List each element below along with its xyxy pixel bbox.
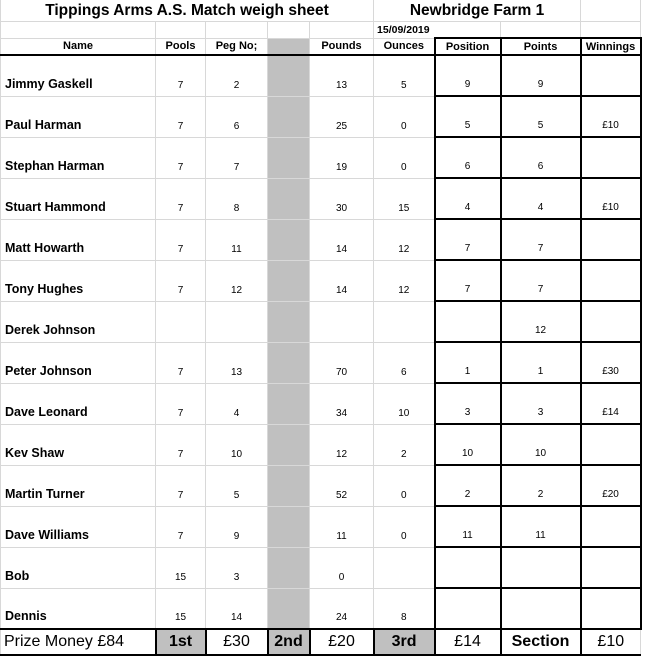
third-place-amount[interactable]: £14 [435, 629, 501, 655]
pools-cell[interactable]: 15 [156, 588, 206, 629]
empty-cell[interactable] [1, 22, 156, 39]
spacer-cell[interactable] [268, 301, 310, 342]
pools-cell[interactable]: 7 [156, 96, 206, 137]
angler-name-cell[interactable]: Dave Leonard [1, 383, 156, 424]
winnings-cell[interactable] [581, 260, 641, 301]
peg-cell[interactable] [206, 301, 268, 342]
peg-cell[interactable]: 2 [206, 55, 268, 96]
pounds-cell[interactable] [310, 301, 374, 342]
points-cell[interactable]: 5 [501, 96, 581, 137]
pounds-cell[interactable]: 24 [310, 588, 374, 629]
ounces-cell[interactable]: 12 [374, 219, 435, 260]
ounces-cell[interactable]: 8 [374, 588, 435, 629]
ounces-cell[interactable]: 5 [374, 55, 435, 96]
pools-cell[interactable]: 7 [156, 424, 206, 465]
position-cell[interactable] [435, 588, 501, 629]
position-cell[interactable]: 11 [435, 506, 501, 547]
points-cell[interactable]: 6 [501, 137, 581, 178]
col-header-pounds[interactable]: Pounds [310, 38, 374, 55]
col-header-name[interactable]: Name [1, 38, 156, 55]
first-place-amount[interactable]: £30 [206, 629, 268, 655]
points-cell[interactable]: 2 [501, 465, 581, 506]
spacer-cell[interactable] [268, 547, 310, 588]
empty-cell[interactable] [268, 22, 310, 39]
table-row [1, 506, 641, 547]
peg-cell[interactable]: 10 [206, 424, 268, 465]
second-place-amount[interactable]: £20 [310, 629, 374, 655]
spacer-cell[interactable] [268, 260, 310, 301]
ounces-cell[interactable]: 10 [374, 383, 435, 424]
empty-cell[interactable] [501, 22, 581, 39]
ounces-cell[interactable]: 2 [374, 424, 435, 465]
spacer-cell[interactable] [268, 137, 310, 178]
angler-name-cell[interactable]: Dennis [1, 588, 156, 629]
ounces-cell[interactable]: 0 [374, 506, 435, 547]
pools-cell[interactable]: 7 [156, 137, 206, 178]
pools-cell[interactable]: 7 [156, 260, 206, 301]
pounds-cell[interactable]: 14 [310, 260, 374, 301]
angler-name-cell[interactable]: Jimmy Gaskell [1, 55, 156, 96]
col-header-spacer[interactable] [268, 38, 310, 55]
winnings-cell[interactable]: £30 [581, 342, 641, 383]
winnings-cell[interactable] [581, 137, 641, 178]
position-cell[interactable]: 3 [435, 383, 501, 424]
winnings-cell[interactable]: £10 [581, 96, 641, 137]
spacer-cell[interactable] [268, 465, 310, 506]
prize-money-label[interactable]: Prize Money £84 [1, 629, 156, 655]
peg-cell[interactable]: 11 [206, 219, 268, 260]
table-row [1, 465, 641, 506]
ounces-cell[interactable]: 0 [374, 465, 435, 506]
sheet-title[interactable]: Tippings Arms A.S. Match weigh sheet [1, 0, 374, 22]
spacer-cell[interactable] [268, 424, 310, 465]
third-place-label[interactable]: 3rd [374, 629, 435, 655]
pounds-cell[interactable]: 70 [310, 342, 374, 383]
angler-name-cell[interactable]: Stephan Harman [1, 137, 156, 178]
angler-name-cell[interactable]: Bob [1, 547, 156, 588]
table-row [1, 424, 641, 465]
second-place-label[interactable]: 2nd [268, 629, 310, 655]
position-cell[interactable]: 10 [435, 424, 501, 465]
spacer-cell[interactable] [268, 383, 310, 424]
match-date[interactable]: 15/09/2019 [374, 22, 501, 39]
winnings-cell[interactable] [581, 547, 641, 588]
peg-cell[interactable]: 6 [206, 96, 268, 137]
table-row [1, 383, 641, 424]
angler-name-cell[interactable]: Peter Johnson [1, 342, 156, 383]
pools-cell[interactable]: 7 [156, 383, 206, 424]
date-row [1, 22, 641, 39]
points-cell[interactable]: 4 [501, 178, 581, 219]
section-label[interactable]: Section [501, 629, 581, 655]
points-cell[interactable]: 7 [501, 219, 581, 260]
pounds-cell[interactable]: 34 [310, 383, 374, 424]
position-cell[interactable] [435, 547, 501, 588]
angler-name-cell[interactable]: Dave Williams [1, 506, 156, 547]
pools-cell[interactable]: 7 [156, 55, 206, 96]
col-header-points[interactable]: Points [501, 38, 581, 55]
table-row [1, 547, 641, 588]
points-cell[interactable]: 11 [501, 506, 581, 547]
winnings-cell[interactable] [581, 424, 641, 465]
col-header-position[interactable]: Position [435, 38, 501, 55]
position-cell[interactable]: 2 [435, 465, 501, 506]
peg-cell[interactable]: 4 [206, 383, 268, 424]
table-row [1, 137, 641, 178]
points-cell[interactable] [501, 588, 581, 629]
spacer-cell[interactable] [268, 506, 310, 547]
peg-cell[interactable]: 12 [206, 260, 268, 301]
winnings-cell[interactable] [581, 55, 641, 96]
table-row [1, 219, 641, 260]
position-cell[interactable]: 5 [435, 96, 501, 137]
venue-title[interactable]: Newbridge Farm 1 [374, 0, 581, 22]
ounces-cell[interactable] [374, 547, 435, 588]
ounces-cell[interactable]: 0 [374, 137, 435, 178]
position-cell[interactable]: 1 [435, 342, 501, 383]
ounces-cell[interactable]: 0 [374, 96, 435, 137]
table-row [1, 301, 641, 342]
ounces-cell[interactable]: 15 [374, 178, 435, 219]
winnings-cell[interactable] [581, 506, 641, 547]
angler-name-cell[interactable]: Paul Harman [1, 96, 156, 137]
position-cell[interactable]: 6 [435, 137, 501, 178]
spacer-cell[interactable] [268, 55, 310, 96]
table-row [1, 260, 641, 301]
peg-cell[interactable]: 13 [206, 342, 268, 383]
prize-money-row [1, 629, 641, 655]
points-cell[interactable]: 9 [501, 55, 581, 96]
spacer-cell[interactable] [268, 178, 310, 219]
points-cell[interactable]: 10 [501, 424, 581, 465]
header-row [1, 38, 641, 55]
ounces-cell[interactable]: 12 [374, 260, 435, 301]
col-header-ounces[interactable]: Ounces [374, 38, 435, 55]
first-place-label[interactable]: 1st [156, 629, 206, 655]
spacer-cell[interactable] [268, 342, 310, 383]
winnings-cell[interactable] [581, 301, 641, 342]
pools-cell[interactable]: 7 [156, 219, 206, 260]
points-cell[interactable]: 7 [501, 260, 581, 301]
table-row [1, 178, 641, 219]
angler-name-cell[interactable]: Tony Hughes [1, 260, 156, 301]
pounds-cell[interactable]: 52 [310, 465, 374, 506]
empty-cell[interactable] [156, 22, 206, 39]
pools-cell[interactable]: 7 [156, 342, 206, 383]
points-cell[interactable] [501, 547, 581, 588]
winnings-cell[interactable]: £14 [581, 383, 641, 424]
pools-cell[interactable] [156, 301, 206, 342]
table-row [1, 342, 641, 383]
table-row [1, 96, 641, 137]
winnings-cell[interactable]: £10 [581, 178, 641, 219]
pounds-cell[interactable]: 25 [310, 96, 374, 137]
empty-cell[interactable] [310, 22, 374, 39]
position-cell[interactable]: 7 [435, 219, 501, 260]
points-cell[interactable]: 12 [501, 301, 581, 342]
pounds-cell[interactable]: 11 [310, 506, 374, 547]
col-header-pools[interactable]: Pools [156, 38, 206, 55]
peg-cell[interactable]: 7 [206, 137, 268, 178]
peg-cell[interactable]: 8 [206, 178, 268, 219]
position-cell[interactable]: 7 [435, 260, 501, 301]
angler-name-cell[interactable]: Derek Johnson [1, 301, 156, 342]
spacer-cell[interactable] [268, 96, 310, 137]
pounds-cell[interactable]: 0 [310, 547, 374, 588]
spacer-cell[interactable] [268, 588, 310, 629]
winnings-cell[interactable] [581, 588, 641, 629]
pounds-cell[interactable]: 19 [310, 137, 374, 178]
angler-name-cell[interactable]: Martin Turner [1, 465, 156, 506]
table-row [1, 588, 641, 629]
ounces-cell[interactable] [374, 301, 435, 342]
empty-cell[interactable] [581, 22, 641, 39]
pounds-cell[interactable]: 13 [310, 55, 374, 96]
table-row [1, 55, 641, 96]
angler-name-cell[interactable]: Stuart Hammond [1, 178, 156, 219]
winnings-cell[interactable] [581, 219, 641, 260]
col-header-peg[interactable]: Peg No; [206, 38, 268, 55]
ounces-cell[interactable]: 6 [374, 342, 435, 383]
angler-name-cell[interactable]: Kev Shaw [1, 424, 156, 465]
pools-cell[interactable]: 7 [156, 465, 206, 506]
title-row [1, 0, 641, 22]
position-cell[interactable] [435, 301, 501, 342]
peg-cell[interactable]: 9 [206, 506, 268, 547]
section-amount[interactable]: £10 [581, 629, 641, 655]
position-cell[interactable]: 9 [435, 55, 501, 96]
pounds-cell[interactable]: 14 [310, 219, 374, 260]
winnings-cell[interactable]: £20 [581, 465, 641, 506]
pounds-cell[interactable]: 12 [310, 424, 374, 465]
peg-cell[interactable]: 5 [206, 465, 268, 506]
pounds-cell[interactable]: 30 [310, 178, 374, 219]
position-cell[interactable]: 4 [435, 178, 501, 219]
points-cell[interactable]: 3 [501, 383, 581, 424]
pools-cell[interactable]: 15 [156, 547, 206, 588]
pools-cell[interactable]: 7 [156, 178, 206, 219]
points-cell[interactable]: 1 [501, 342, 581, 383]
spacer-cell[interactable] [268, 219, 310, 260]
peg-cell[interactable]: 3 [206, 547, 268, 588]
peg-cell[interactable]: 14 [206, 588, 268, 629]
pools-cell[interactable]: 7 [156, 506, 206, 547]
title-empty-cell[interactable] [581, 0, 641, 22]
angler-name-cell[interactable]: Matt Howarth [1, 219, 156, 260]
col-header-winnings[interactable]: Winnings [581, 38, 641, 55]
empty-cell[interactable] [206, 22, 268, 39]
